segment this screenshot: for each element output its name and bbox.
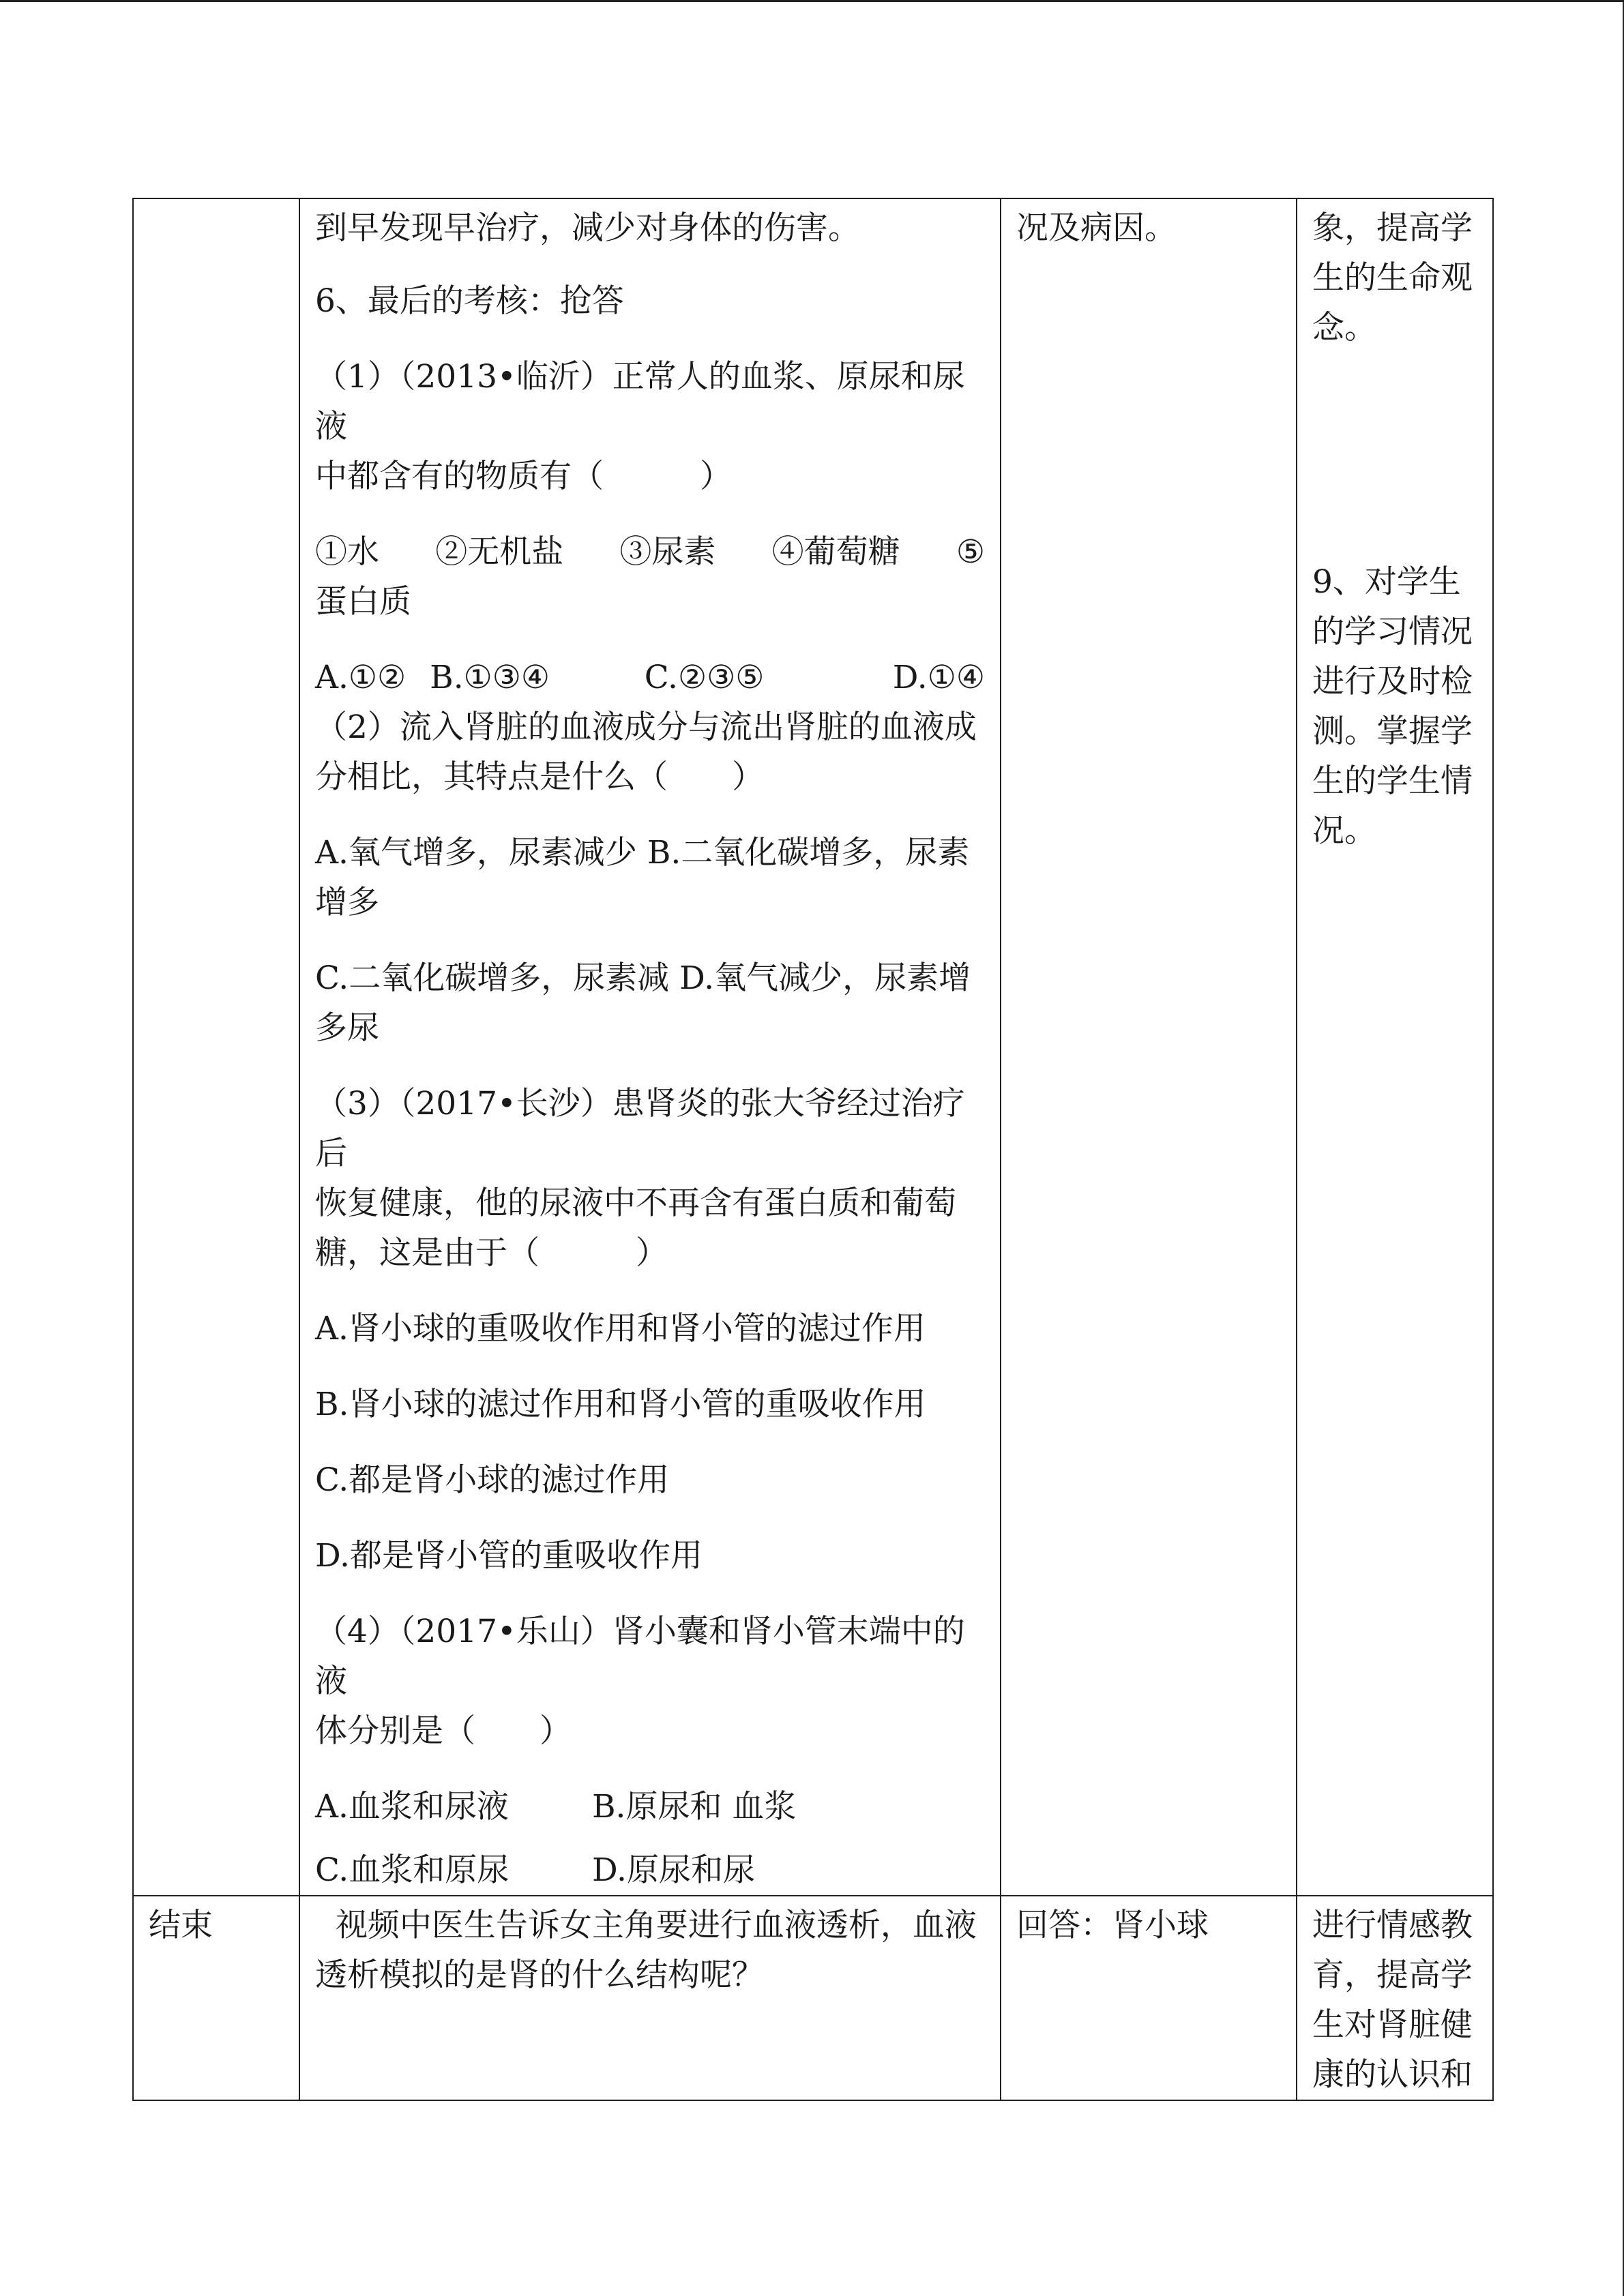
intent-line: 生的学生情 — [1312, 762, 1473, 800]
option-b: B.原尿和 血浆 — [592, 1788, 797, 1825]
cell-student-activity — [1001, 198, 1297, 1896]
cell-design-intent — [1297, 198, 1493, 1896]
option-c: C.②③⑤ — [644, 659, 765, 696]
option-d: D.原尿和尿 — [592, 1851, 755, 1889]
student-answer: 回答：肾小球 — [1016, 1907, 1209, 1944]
intent-line: 况。 — [1312, 812, 1376, 850]
question-3-option-c: C.都是肾小球的滤过作用 — [315, 1461, 670, 1499]
item-glucose: ④葡萄糖 — [771, 533, 900, 571]
cell-stage — [133, 198, 299, 1896]
question-1-options — [315, 653, 985, 702]
cell-design-intent — [1297, 1896, 1493, 2100]
intent-line: 进行情感教 — [1312, 1907, 1473, 1944]
cell-teacher-activity — [299, 1896, 1001, 2100]
item-protein-marker: ⑤ — [956, 533, 985, 571]
lesson-plan-table — [132, 198, 1494, 2101]
item-water: ①水 — [315, 533, 379, 571]
intent-line: 进行及时检 — [1312, 663, 1473, 700]
intent-line: 生的生命观 — [1312, 259, 1473, 297]
intent-line: 的学习情况 — [1312, 613, 1473, 651]
question-3-option-a: A.肾小球的重吸收作用和肾小管的滤过作用 — [315, 1310, 926, 1347]
ending-text-line1: 视频中医生告诉女主角要进行血液透析，血液 — [315, 1907, 977, 1944]
question-2-options-ab-line2: 增多 — [315, 884, 379, 921]
question-2-options-cd-line2: 多尿 — [315, 1009, 379, 1047]
option-a: A.①② — [315, 659, 407, 696]
intent-line: 康的认识和 — [1312, 2056, 1473, 2093]
section-heading: 6、最后的考核：抢答 — [315, 282, 624, 320]
cell-student-activity — [1001, 1896, 1297, 2100]
question-3-stem-line3: 糖，这是由于（ ） — [315, 1234, 668, 1272]
question-3-stem-line2: 恢复健康，他的尿液中不再含有蛋白质和葡萄 — [315, 1184, 956, 1222]
question-4-stem-line2: 体分别是（ ） — [315, 1712, 572, 1750]
option-a: A.血浆和尿液 — [315, 1788, 509, 1825]
question-2-options-cd-line1: C.二氧化碳增多，尿素减 D.氧气减少，尿素增 — [315, 959, 971, 997]
item-salt: ②无机盐 — [435, 533, 564, 571]
table-row-ending — [133, 1896, 1493, 2100]
intent-line: 9、对学生 — [1312, 563, 1461, 601]
question-1-items-cont: 蛋白质 — [315, 583, 411, 621]
table-row-assessment — [133, 198, 1493, 1896]
option-d: D.①④ — [892, 659, 985, 696]
student-activity-text: 况及病因。 — [1016, 209, 1177, 247]
item-urea: ③尿素 — [619, 533, 716, 571]
question-4-options-cd — [315, 1845, 985, 1895]
option-c: C.血浆和原尿 — [315, 1851, 510, 1889]
continued-text: 到早发现早治疗，减少对身体的伤害。 — [315, 209, 860, 247]
intent-line: 生对肾脏健 — [1312, 2006, 1473, 2044]
intent-line: 测。掌握学 — [1312, 713, 1473, 750]
option-b: B.①③④ — [430, 659, 550, 696]
question-2-stem-line1: （2）流入肾脏的血液成分与流出肾脏的血液成 — [315, 709, 977, 746]
intent-line: 育，提高学 — [1312, 1956, 1473, 1994]
stage-label: 结束 — [149, 1907, 213, 1944]
intent-line: 念。 — [1312, 309, 1376, 346]
question-3-option-d: D.都是肾小管的重吸收作用 — [315, 1537, 703, 1575]
question-1-stem-line2: 中都含有的物质有（ ） — [315, 458, 732, 495]
question-1-items — [315, 527, 985, 577]
cell-teacher-activity — [299, 198, 1001, 1896]
intent-line: 象，提高学 — [1312, 209, 1473, 247]
question-2-options-ab-line1: A.氧气增多，尿素减少 B.二氧化碳增多，尿素 — [315, 834, 970, 871]
question-3-option-b: B.肾小球的滤过作用和肾小管的重吸收作用 — [315, 1386, 926, 1423]
question-4-options-ab — [315, 1782, 985, 1832]
question-4-stem-line1: （4）（2017•乐山）肾小囊和肾小管末端中的液 — [315, 1613, 965, 1700]
cell-stage — [133, 1896, 299, 2100]
question-2-stem-line2: 分相比，其特点是什么（ ） — [315, 758, 764, 796]
question-3-stem-line1: （3）（2017•长沙）患肾炎的张大爷经过治疗后 — [315, 1085, 965, 1172]
ending-text-line2: 透析模拟的是肾的什么结构呢？ — [315, 1956, 764, 1994]
page-top-border — [0, 0, 1624, 2]
question-1-stem-line1: （1）（2013•临沂）正常人的血浆、原尿和尿液 — [315, 358, 965, 445]
